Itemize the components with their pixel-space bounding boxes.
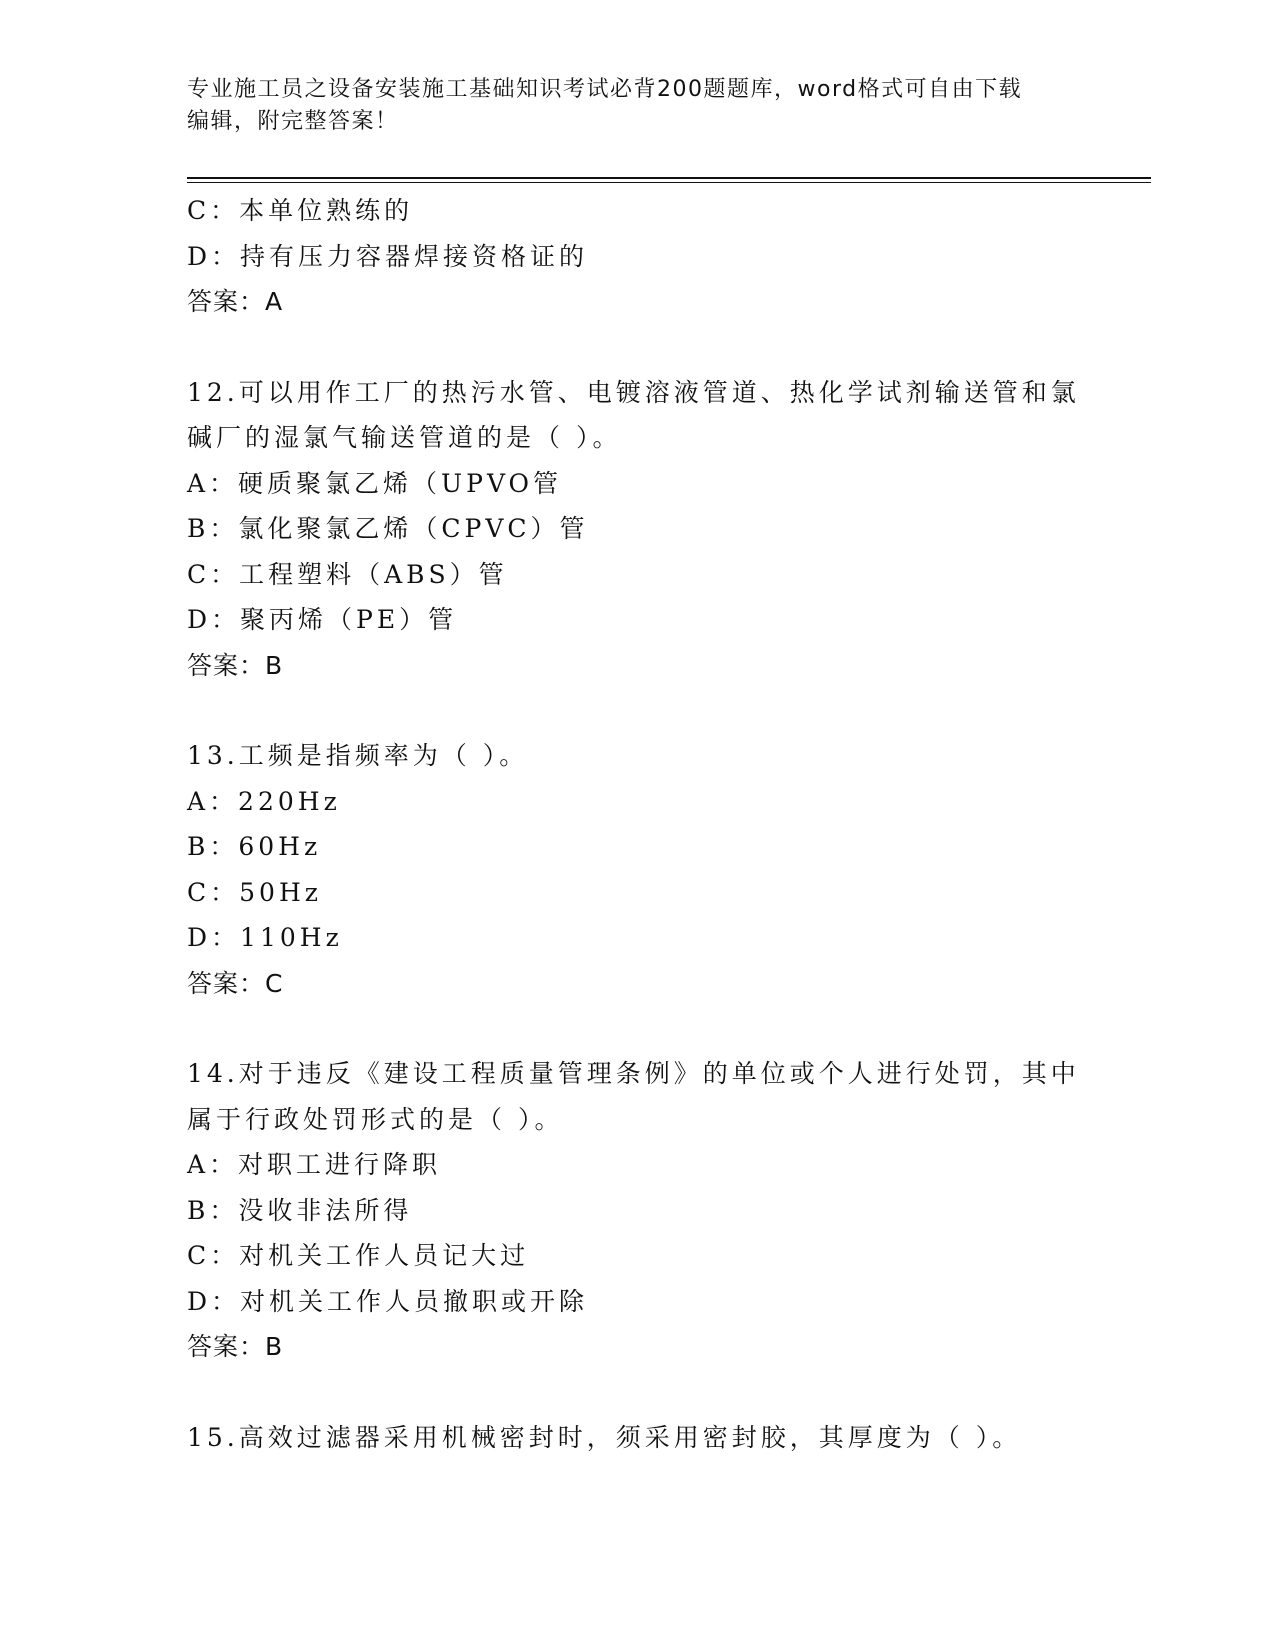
header-rule-thick [187,177,1151,179]
option-c: C：本单位熟练的 [187,196,414,225]
option-d: D：持有压力容器焊接资格证的 [187,241,589,271]
option-b: B：没收非法所得 [187,1195,413,1225]
question-11-continuation [187,188,1087,325]
document-body [187,188,1087,1460]
spacer [187,1006,1087,1051]
question-15 [187,1415,1087,1461]
question-13 [187,733,1087,1006]
option-a: A：对职工进行降职 [187,1150,442,1179]
answer-line: 答案：B [187,1332,284,1361]
question-stem-line1: 13.工频是指频率为（ ）。 [187,741,529,770]
header-rule-thin [187,182,1151,183]
option-d: D：对机关工作人员撤职或开除 [187,1286,589,1316]
option-b: B：60Hz [187,832,322,861]
question-stem-line1: 12.可以用作工厂的热污水管、电镀溶液管道、热化学试剂输送管和氯 [187,377,1080,407]
question-stem-line1: 14.对于违反《建设工程质量管理条例》的单位或个人进行处罚，其中 [187,1059,1080,1088]
option-c: C：工程塑料（ABS）管 [187,559,508,589]
header-title-line1: 专业施工员之设备安装施工基础知识考试必背200题题库，word格式可自由下载 [187,77,1023,102]
answer-line: 答案：A [187,287,284,316]
spacer [187,1370,1087,1415]
question-stem-line2: 碱厂的湿氯气输送管道的是（ ）。 [187,423,622,452]
document-header [187,74,1067,138]
header-title-line2: 编辑，附完整答案！ [187,109,399,134]
question-14 [187,1051,1087,1370]
answer-line: 答案：B [187,650,284,680]
option-c: C：50Hz [187,877,322,907]
question-12 [187,370,1087,689]
option-d: D：110Hz [187,923,343,952]
question-stem-line1: 15.高效过滤器采用机械密封时，须采用密封胶，其厚度为（ ）。 [187,1422,1022,1452]
question-stem-line2: 属于行政处罚形式的是（ ）。 [187,1104,564,1134]
option-b: B：氯化聚氯乙烯（CPVC）管 [187,514,589,543]
spacer [187,688,1087,733]
option-c: C：对机关工作人员记大过 [187,1241,530,1270]
option-d: D：聚丙烯（PE）管 [187,605,458,634]
answer-line: 答案：C [187,968,284,998]
option-a: A：220Hz [187,786,341,816]
spacer [187,325,1087,370]
option-a: A：硬质聚氯乙烯（UPVO管 [187,468,563,498]
